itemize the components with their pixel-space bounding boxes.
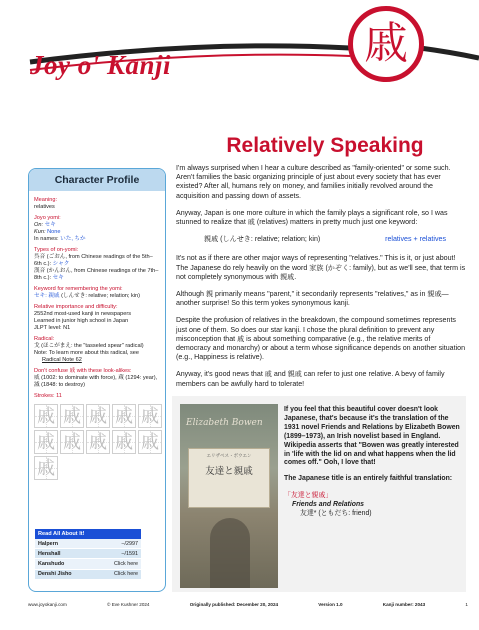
- reference-name: Henshall: [38, 550, 61, 557]
- reference-row: [35, 570, 141, 580]
- translation-jp: 「友達と親戚」: [284, 492, 333, 500]
- reference-row: [35, 539, 141, 549]
- stroke-cell: [34, 430, 58, 454]
- paragraph: Anyway, it's good news that 戚 and 親戚 can refer to just one relative. A bevy of family members can be awfully hard to tolerate!: [176, 370, 445, 388]
- stroke-cell: [86, 404, 110, 428]
- importance-line-1: 2552nd most-used kanji in newspapers: [34, 311, 132, 317]
- profile-heading: Character Profile: [29, 169, 165, 191]
- types-label: Types of on-yomi:: [34, 247, 79, 253]
- kun-label: Kun:: [34, 229, 46, 235]
- importance-line-3: JLPT level: N1: [34, 325, 71, 331]
- paragraph: Although 親 primarily means "parent," it secondarily represents "relatives," as in 親戚—another surprise! So this term yokes synonymous kanji.: [176, 290, 449, 308]
- references-table: [35, 529, 141, 580]
- stroke-cell: [34, 404, 58, 428]
- footer-page-number: 1: [465, 602, 468, 607]
- radical-note: [34, 350, 160, 357]
- logo-text: Joy o' Kanji: [30, 50, 172, 80]
- book-title-jp: 友達と親戚: [205, 466, 253, 477]
- door-shape: [210, 518, 250, 588]
- radical-label: Radical:: [34, 336, 55, 342]
- reference-value: –/2997: [121, 540, 138, 547]
- translation-en: Friends and Relations: [292, 501, 364, 509]
- paragraph: It's not as if there are other major ways of representing "relatives." This is it, or just about! The Japanese do rely heavily on the word 家族 (かぞく: family), but as we'll see, that term is not completely synonymous with 親戚.: [176, 254, 466, 281]
- book-cover-image: [180, 404, 278, 588]
- denshi-jisho-link[interactable]: Click here: [114, 571, 138, 578]
- callout-text: [284, 406, 460, 518]
- book-author-script: Elizabeth Bowen: [186, 418, 263, 428]
- names-label: In names:: [34, 236, 59, 242]
- paragraph: I'm always surprised when I hear a culture described as "family-oriented" or some such. Aren't families the basic organizing principle of just about every society that has ever existed? After all, humans rely on money, and families initially revolved around the acquisition and passing down of assets.: [176, 164, 451, 200]
- stroke-cell: [34, 456, 58, 480]
- meaning-label: Meaning:: [34, 197, 58, 203]
- stroke-cell: [60, 430, 84, 454]
- callout-paragraph: If you feel that this beautiful cover doesn't look Japanese, that's because it's the translation of the 1931 novel Friends and Relations by Elizabeth Bowen (1899–1973), an Irish novelist based in England. Wikipedia asserts that "Bowen was greatly interested in 'life with the lid on and what happens when the lid comes off." Ooh, I love that!: [284, 406, 460, 467]
- type-goon-value: シャク: [52, 261, 70, 267]
- radical-note-text: Note: To learn more about this radical, see: [34, 350, 139, 356]
- reference-value: –/1591: [121, 550, 138, 557]
- stroke-glyph: 戚: [141, 405, 159, 427]
- stroke-glyph: 戚: [37, 457, 55, 479]
- stroke-cell: [138, 430, 162, 454]
- reference-row: [35, 549, 141, 559]
- vocab-entry: [176, 235, 466, 244]
- stroke-cell: [112, 404, 136, 428]
- vocab-gloss: relatives + relatives: [385, 235, 446, 244]
- footer-version: Version 1.0: [318, 602, 343, 607]
- paragraph: Anyway, Japan is one more culture in which the family plays a significant role, so I was stunned to realize that 戚 (relatives) matters in pretty much just one keyword:: [176, 208, 448, 227]
- book-callout: [172, 396, 466, 592]
- strokes-label: Strokes: 11: [34, 393, 62, 399]
- reference-name: Denshi Jisho: [38, 571, 72, 578]
- footer-site-link[interactable]: www.joyokanji.com: [28, 602, 67, 607]
- meaning-value: relatives: [34, 204, 55, 210]
- stroke-glyph: 戚: [37, 405, 55, 427]
- yomi-label: Joyo yomi:: [34, 215, 61, 221]
- stroke-glyph: 戚: [89, 405, 107, 427]
- radical-note-link[interactable]: Radical Note 62: [42, 357, 82, 363]
- book-author-jp: エリザベス・ボウエン: [206, 454, 252, 459]
- reference-name: Kanshudo: [38, 560, 65, 567]
- kun-yomi-row: [34, 229, 160, 236]
- references-heading: Read All About It!: [35, 529, 141, 539]
- kanji-character: 戚: [364, 18, 408, 69]
- vocab-word: 親戚 (しんせき: relative; relation; kin): [204, 235, 321, 244]
- names-row: [34, 236, 160, 243]
- character-profile-panel: [28, 168, 166, 592]
- stroke-glyph: 戚: [115, 405, 133, 427]
- type-goon: [34, 254, 160, 268]
- importance-line-2: Learned in junior high school in Japan: [34, 318, 129, 324]
- footer-published: Originally published: December 20, 2024: [189, 602, 279, 607]
- kanji-badge: [348, 6, 424, 82]
- stroke-glyph: 戚: [63, 405, 81, 427]
- keyword-label: Keyword for remembering the yomi:: [34, 286, 123, 292]
- kun-value: None: [47, 229, 61, 235]
- reference-name: Halpern: [38, 540, 59, 547]
- essay-body: [176, 164, 466, 397]
- keyword-row: [34, 293, 160, 300]
- translation-gloss: 友達* (ともだち: friend): [300, 510, 372, 518]
- type-kanon-text: 漢音 (かんおん, from Chinese readings of the 7th–8th c.):: [34, 268, 159, 281]
- stroke-cell: [138, 404, 162, 428]
- stroke-glyph: 戚: [141, 431, 159, 453]
- page-footer: [28, 602, 468, 607]
- confuse-label: Don't confuse 戚 with these look-alikes:: [34, 368, 132, 374]
- importance-label: Relative importance and difficulty:: [34, 304, 118, 310]
- names-value: いた, ちか: [60, 236, 86, 242]
- kanshudo-link[interactable]: Click here: [114, 560, 138, 567]
- joy-o-kanji-logo[interactable]: [26, 40, 186, 84]
- footer-kanji-number: Kanji number: 2043: [382, 602, 426, 607]
- book-title-plate: [188, 448, 270, 508]
- stroke-cell: [112, 430, 136, 454]
- on-label: On:: [34, 222, 44, 228]
- keyword-gloss: (しんせき: relative; relation; kin): [61, 293, 141, 299]
- on-yomi-row: [34, 222, 160, 229]
- page-title: Relatively Speaking: [226, 134, 424, 157]
- on-value: セキ: [44, 222, 56, 228]
- stroke-glyph: 戚: [115, 431, 133, 453]
- stroke-glyph: 戚: [89, 431, 107, 453]
- title-translation: [284, 491, 460, 518]
- confuse-value: 威 (1002: to dominate with force), 蔵 (1294: year), 滅 (1848: to destroy): [34, 375, 158, 388]
- callout-paragraph: The Japanese title is an entirely faithful translation:: [284, 475, 453, 483]
- footer-copyright: © Eve Kushner 2024: [107, 602, 150, 607]
- stroke-cell: [86, 430, 110, 454]
- stroke-glyph: 戚: [37, 431, 55, 453]
- stroke-cell: [60, 404, 84, 428]
- keyword-word: 親戚: [48, 293, 60, 299]
- reference-row: [35, 559, 141, 569]
- type-kanon-value: セキ: [52, 275, 64, 281]
- stroke-glyph: 戚: [63, 431, 81, 453]
- stroke-order-grid: [34, 404, 160, 480]
- type-kanon: [34, 268, 160, 282]
- paragraph: Despite the profusion of relatives in the breakdown, the compound sometimes represents just one of them. So does our star kanji. I chose the plural definition to prevent any misconception that 戚 is about something comparative (e.g., the relative merits of democracy and monarchy) or about a term whose significance depends on another situation (e.g., Happiness is relative).: [176, 316, 466, 362]
- keyword-reading: セキ:: [34, 293, 47, 299]
- radical-value: 戈 (ほこがまえ: the "tasseled spear" radical): [34, 343, 144, 349]
- type-goon-text: 呉音 (ごおん, from Chinese readings of the 5th–6th c.):: [34, 254, 153, 267]
